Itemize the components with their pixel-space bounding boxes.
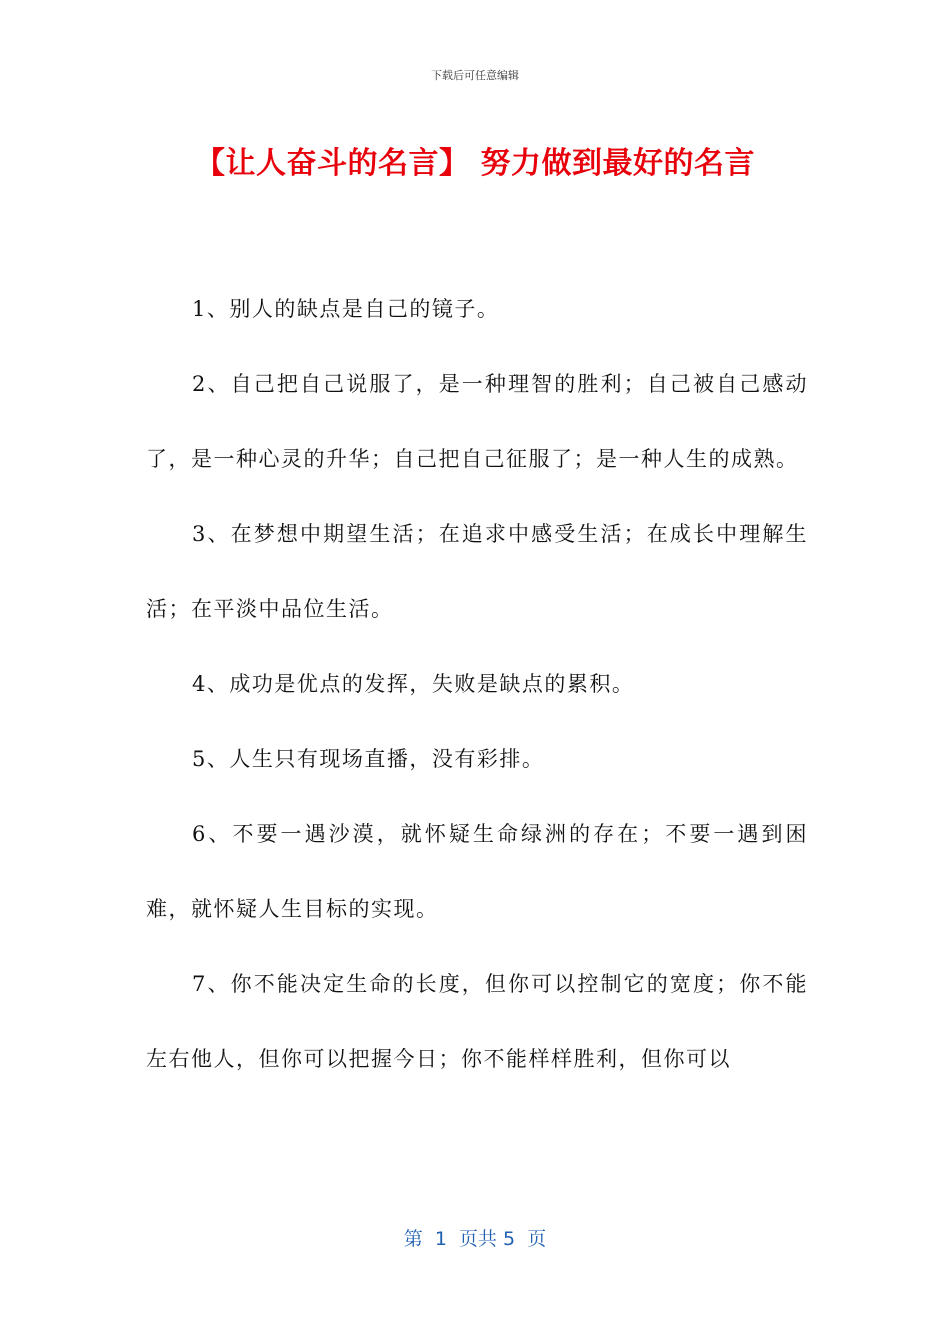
paragraph-3: 3、在梦想中期望生活；在追求中感受生活；在成长中理解生活；在平淡中品位生活。	[146, 522, 808, 621]
page-number-footer: 第 1 页共 5 页	[403, 1228, 547, 1250]
document-body	[146, 272, 808, 1097]
paragraph-5: 5、人生只有现场直播，没有彩排。	[192, 747, 545, 771]
paragraph-6: 6、不要一遇沙漠，就怀疑生命绿洲的存在；不要一遇到困难，就怀疑人生目标的实现。	[146, 822, 808, 921]
header-note: 下载后可任意编辑	[431, 69, 519, 82]
paragraph-2: 2、自己把自己说服了，是一种理智的胜利；自己被自己感动了，是一种心灵的升华；自己把自己征服了；是一种人生的成熟。	[146, 372, 808, 471]
paragraph-1: 1、别人的缺点是自己的镜子。	[192, 297, 500, 321]
document-title: 【让人奋斗的名言】 努力做到最好的名言	[195, 146, 755, 181]
paragraph-4: 4、成功是优点的发挥，失败是缺点的累积。	[192, 672, 635, 696]
paragraph-7: 7、你不能决定生命的长度，但你可以控制它的宽度；你不能左右他人，但你可以把握今日；你不能样样胜利，但你可以	[146, 972, 808, 1071]
